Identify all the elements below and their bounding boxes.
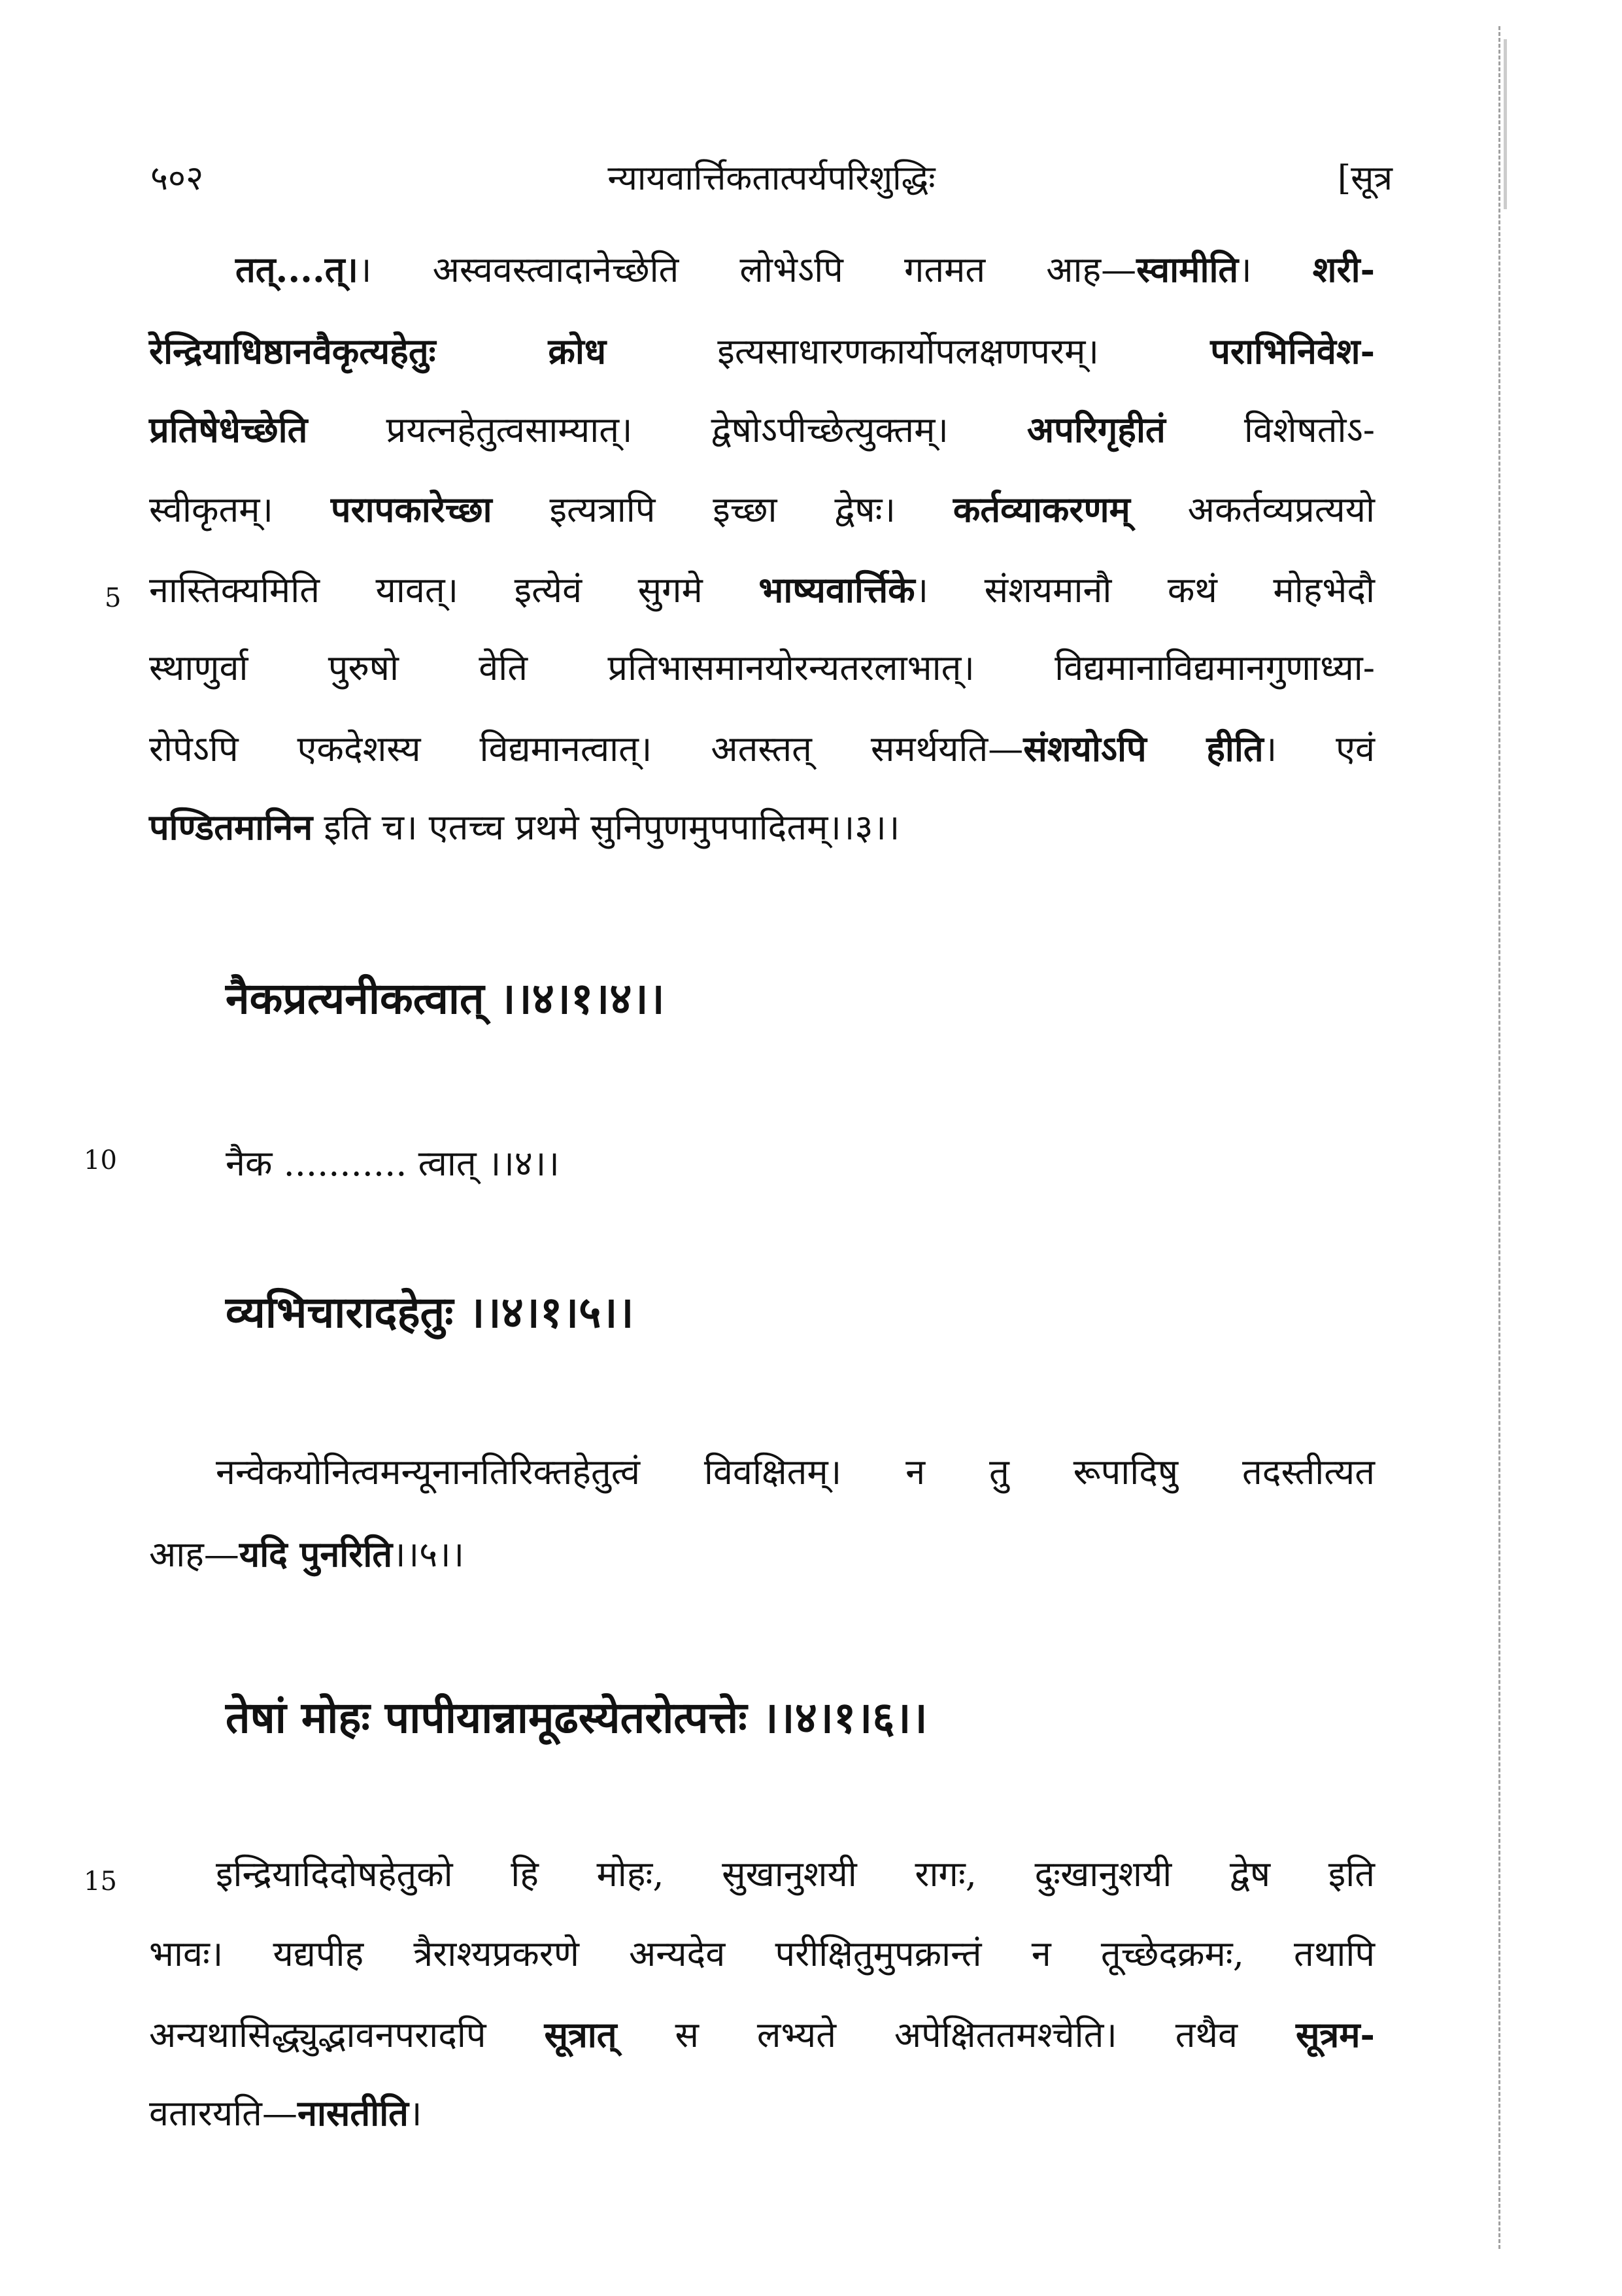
running-title: न्यायवार्त्तिकतात्पर्यपरिशुद्धिः xyxy=(607,159,936,198)
text-line xyxy=(216,1853,1375,1895)
text-line xyxy=(149,647,1375,688)
text-run: स लभ्यते अपेक्षिततमश्चेति। तथैव xyxy=(617,2014,1296,2055)
scan-edge-shadow xyxy=(1498,26,1500,2249)
text-run: । अस्ववस्त्वादानेच्छेति लोभेऽपि गतमत आह— xyxy=(358,249,1137,290)
text-run: आह— xyxy=(149,1534,239,1575)
text-run: । xyxy=(1238,249,1313,290)
sutra-pratika: नैक ........... त्वात् ।।४।। xyxy=(226,1143,560,1184)
text-line xyxy=(149,728,1375,769)
text-run: इन्द्रियादिदोषहेतुको हि मोहः, सुखानुशयी रागः, दुःखानुशयी द्वेष इति xyxy=(216,1853,1375,1895)
bold-term: रेन्द्रियाधिष्ठानवैकृत्यहेतुः क्रोध xyxy=(149,330,607,372)
text-run: विशेषतोऽ- xyxy=(1165,409,1375,450)
text-line xyxy=(149,1533,1375,1575)
bold-term: भाष्यवार्त्तिके xyxy=(758,569,915,611)
text-line xyxy=(235,248,1375,290)
text-run: । एवं xyxy=(1263,728,1375,769)
text-line xyxy=(149,330,1375,372)
text-run: । xyxy=(408,2093,422,2134)
text-line xyxy=(216,1451,1375,1493)
text-run: नन्वेकयोनित्वमन्यूनानतिरिक्तहेतुत्वं विवक्षितम्। न तु रूपादिषु तदस्तीत्यत xyxy=(216,1451,1375,1493)
page-header xyxy=(150,154,1393,212)
bold-term: शरी- xyxy=(1312,248,1375,290)
bold-term: स्वामीति xyxy=(1136,248,1239,290)
bold-term: अपरिगृहीतं xyxy=(1026,409,1166,450)
text-run: इत्यसाधारणकार्योपलक्षणपरम्। xyxy=(606,331,1211,372)
text-run: रोपेऽपि एकदेशस्य विद्यमानत्वात्। अतस्तत् समर्थयति— xyxy=(149,728,1024,769)
text-run: स्थाणुर्वा पुरुषो वेति प्रतिभासमानयोरन्यतरलाभात्। विद्यमानाविद्यमानगुणाध्या- xyxy=(149,647,1375,688)
text-run: अन्यथासिद्ध्युद्भावनपरादपि xyxy=(149,2014,545,2055)
text-run: वतारयति— xyxy=(149,2093,297,2134)
text-run: स्वीकृतम्। xyxy=(149,489,331,530)
bold-term: तत्....त्। xyxy=(235,248,359,290)
text-run: । संशयमानौ कथं मोहभेदौ xyxy=(915,569,1376,611)
bold-term: प्रतिषेधेच्छेति xyxy=(149,409,308,450)
bold-term: यदि पुनरिति xyxy=(239,1533,393,1575)
bold-term: पराभिनिवेश- xyxy=(1210,330,1375,372)
scan-edge-mark xyxy=(1504,39,1507,209)
text-run: अकर्तव्यप्रत्ययो xyxy=(1130,489,1375,530)
text-run: प्रयत्नहेतुत्वसाम्यात्। द्वेषोऽपीच्छेत्युक्तम्। xyxy=(307,409,1027,450)
sutra-heading: व्यभिचारादहेतुः ।।४।१।५।। xyxy=(226,1287,634,1338)
bold-term: कर्तव्याकरणम् xyxy=(953,488,1130,530)
text-line xyxy=(149,2014,1375,2055)
text-line xyxy=(149,488,1375,530)
text-run: इति च। एतच्च प्रथमे सुनिपुणमुपपादितम्।।३।। xyxy=(313,807,900,848)
text-run: भावः। यद्यपीह त्रैराश्यप्रकरणे अन्यदेव परीक्षितुमुपक्रान्तं न तूच्छेदक्रमः, तथापि xyxy=(149,1933,1375,1974)
text-run: नास्तिक्यमिति यावत्। इत्येवं सुगमे xyxy=(149,569,759,611)
bold-term: नासतीति xyxy=(297,2092,409,2134)
sutra-heading: नैकप्रत्यनीकत्वात् ।।४।१।४।। xyxy=(226,973,665,1024)
page-number: ५०२ xyxy=(150,159,204,198)
line-number-15: 15 xyxy=(84,1866,117,1897)
text-line xyxy=(149,806,1375,848)
text-line xyxy=(149,2092,1375,2134)
text-line xyxy=(149,409,1375,450)
line-number-10: 10 xyxy=(84,1145,117,1175)
bold-term: संशयोऽपि हीति xyxy=(1023,728,1264,769)
bold-term: सूत्रम- xyxy=(1295,2014,1375,2055)
text-line xyxy=(149,569,1376,611)
bold-term: सूत्रात् xyxy=(544,2014,617,2055)
bold-term: पण्डितमानिन xyxy=(149,806,313,848)
text-run: ।।५।। xyxy=(392,1534,465,1575)
sutra-heading: तेषां मोहः पापीयान्नामूढस्येतरोत्पत्तेः ।।४।१।६।। xyxy=(226,1692,928,1743)
text-line xyxy=(149,1933,1375,1974)
bold-term: परापकारेच्छा xyxy=(330,488,492,530)
section-marker: [सूत्र xyxy=(1337,159,1393,198)
text-run: इत्यत्रापि इच्छा द्वेषः। xyxy=(492,489,953,530)
line-number-5: 5 xyxy=(105,583,122,613)
